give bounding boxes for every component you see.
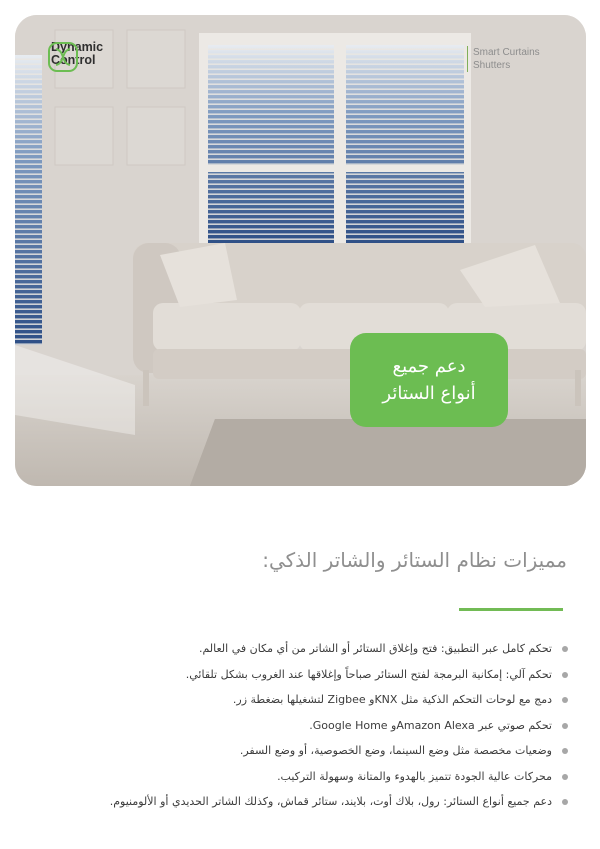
- feature-text: محركات عالية الجودة تتميز بالهدوء والمتانة وسهولة التركيب.: [277, 769, 552, 783]
- section-heading: مميزات نظام الستائر والشاتر الذكي:: [262, 548, 567, 572]
- feature-text: تحكم صوتي عبر Amazon Alexaو Google Home.: [309, 718, 552, 732]
- curtain-types-badge: [350, 333, 508, 427]
- hero-image: [15, 15, 586, 486]
- bullet-icon: [562, 646, 568, 652]
- feature-item: [28, 666, 568, 692]
- badge-line2: أنواع الستائر: [382, 383, 476, 404]
- bullet-icon: [562, 799, 568, 805]
- feature-item: [28, 742, 568, 768]
- bullet-icon: [562, 748, 568, 754]
- feature-text: دمج مع لوحات التحكم الذكية مثل KNXو Zigbee لتشغيلها بضغطة زر.: [232, 693, 552, 706]
- accent-divider: [459, 608, 563, 611]
- feature-item: [28, 640, 568, 666]
- feature-item: [28, 768, 568, 794]
- tagline-line1: Smart Curtains: [473, 47, 540, 58]
- brand-name-line2: Control: [51, 53, 96, 67]
- feature-item: [28, 793, 568, 819]
- tagline: [467, 46, 540, 72]
- feature-text: دعم جميع أنواع الستائر: رول، بلاك أوت، بلايند، ستائر قماش، وكذلك الشاتر الحديدي أو الألومنيوم.: [109, 795, 552, 808]
- brand-logo: [47, 41, 103, 67]
- feature-item: [28, 717, 568, 743]
- bullet-icon: [562, 672, 568, 678]
- feature-text: وضعيات مخصصة مثل وضع السينما، وضع الخصوصية، أو وضع السفر.: [239, 744, 552, 757]
- feature-text: تحكم كامل عبر التطبيق: فتح وإغلاق الستائر أو الشاتر من أي مكان في العالم.: [198, 642, 552, 655]
- dynamic-control-logo-icon: [47, 41, 79, 73]
- bullet-icon: [562, 697, 568, 703]
- feature-item: [28, 691, 568, 717]
- bullet-icon: [562, 774, 568, 780]
- badge-line1: دعم جميع: [392, 356, 466, 377]
- feature-text: تحكم آلي: إمكانية البرمجة لفتح الستائر صباحاً وإغلاقها عند الغروب بشكل تلقائي.: [185, 667, 552, 681]
- brand-name-line1: Dynamic: [51, 40, 104, 54]
- tagline-line2: Shutters: [473, 60, 511, 71]
- features-list: [28, 640, 568, 819]
- bullet-icon: [562, 723, 568, 729]
